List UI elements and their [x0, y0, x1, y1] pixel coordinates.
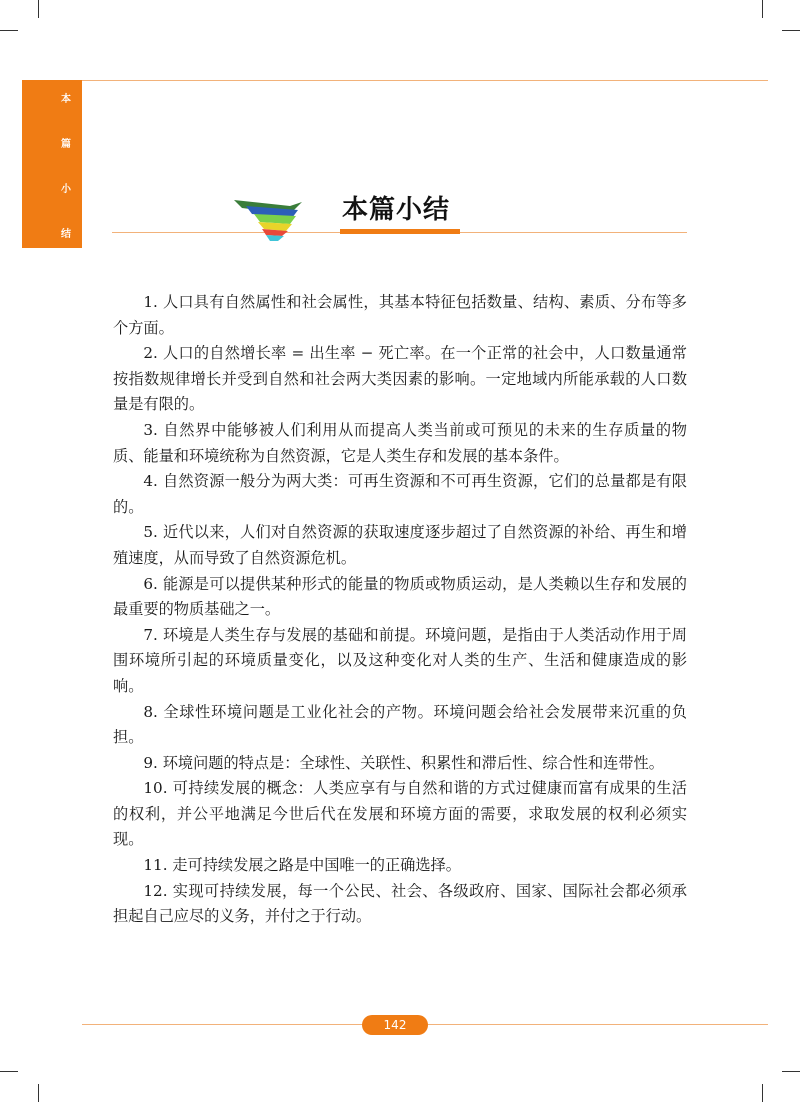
summary-content: [113, 290, 687, 930]
crop-mark: [38, 1084, 39, 1102]
side-tab-char: 本: [61, 94, 71, 105]
title-underline: [340, 229, 460, 234]
summary-item: 2. 人口的自然增长率 = 出生率 − 死亡率。在一个正常的社会中，人口数量通常按指数规律增长并受到自然和社会两大类因素的影响。一定地域内所能承载的人口数量是有限的。: [113, 344, 687, 414]
top-rule: [82, 80, 768, 81]
crop-mark: [762, 1084, 763, 1102]
crop-mark: [0, 1071, 18, 1072]
crop-mark: [782, 1071, 800, 1072]
summary-item: 7. 环境是人类生存与发展的基础和前提。环境问题，是指由于人类活动作用于周围环境所引起的环境质量变化，以及这种变化对人类的生产、生活和健康造成的影响。: [113, 625, 687, 695]
crop-mark: [0, 30, 18, 31]
side-tab-char: 篇: [61, 139, 71, 150]
summary-item: 10. 可持续发展的概念：人类应享有与自然和谐的方式过健康而富有成果的生活的权利，并公平地满足今世后代在发展和环境方面的需要，求取发展的权利必须实现。: [113, 779, 687, 849]
page-number-badge: 142: [362, 1015, 428, 1035]
summary-item: 5. 近代以来，人们对自然资源的获取速度逐步超过了自然资源的补给、再生和增殖速度，从而导致了自然资源危机。: [113, 523, 687, 567]
side-tab-char: 小: [61, 184, 71, 195]
summary-item: 6. 能源是可以提供某种形式的能量的物质或物质运动，是人类赖以生存和发展的最重要的物质基础之一。: [113, 574, 687, 619]
summary-item: 12. 实现可持续发展，每一个公民、社会、各级政府、国家、国际社会都必须承担起自己应尽的义务，并付之于行动。: [113, 881, 687, 926]
summary-item: 3. 自然界中能够被人们利用从而提高人类当前或可预见的未来的生存质量的物质、能量和环境统称为自然资源，它是人类生存和发展的基本条件。: [113, 420, 687, 465]
crop-mark: [762, 0, 763, 18]
crop-mark: [782, 30, 800, 31]
summary-item: 11. 走可持续发展之路是中国唯一的正确选择。: [143, 856, 461, 875]
side-tab: [22, 80, 82, 248]
summary-item: 4. 自然资源一般分为两大类：可再生资源和不可再生资源，它们的总量都是有限的。: [113, 472, 687, 516]
summary-item: 1. 人口具有自然属性和社会属性，其基本特征包括数量、结构、素质、分布等多个方面。: [113, 293, 687, 337]
summary-item: 9. 环境问题的特点是：全球性、关联性、积累性和滞后性、综合性和连带性。: [143, 753, 664, 772]
title-emblem-icon: [232, 196, 304, 244]
crop-mark: [38, 0, 39, 18]
side-tab-char: 结: [61, 229, 71, 240]
page-title: 本篇小结: [342, 195, 451, 225]
summary-item: 8. 全球性环境问题是工业化社会的产物。环境问题会给社会发展带来沉重的负担。: [113, 702, 687, 747]
